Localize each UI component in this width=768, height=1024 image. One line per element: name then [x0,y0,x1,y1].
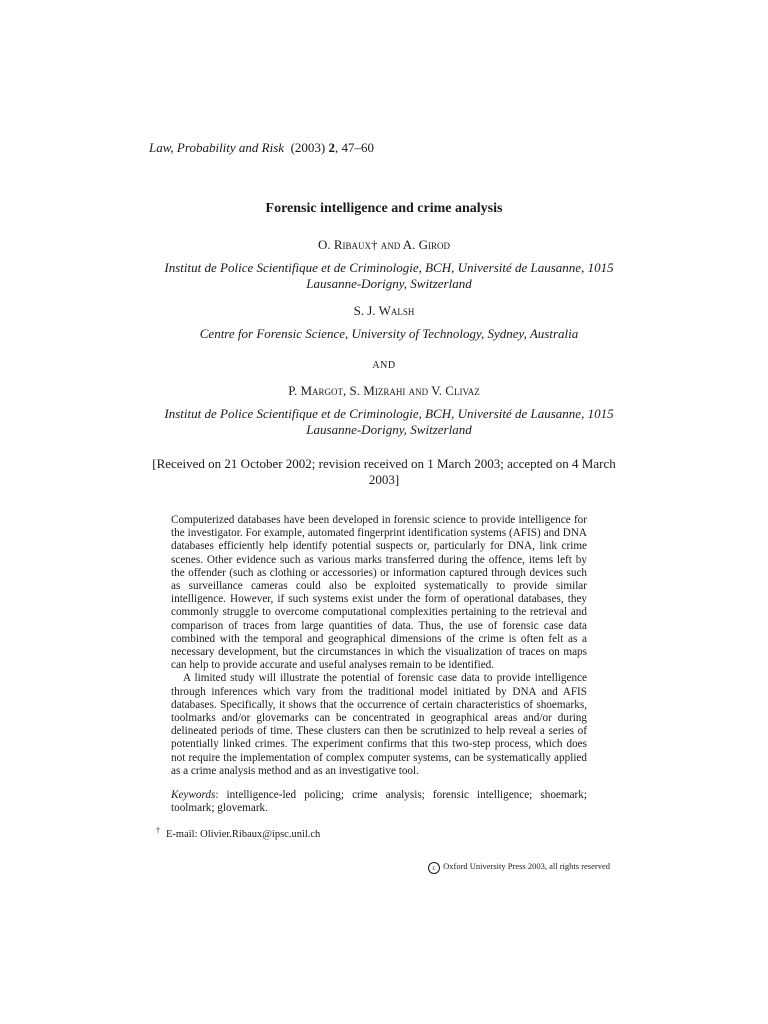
keywords [171,789,587,815]
copyright-notice [350,861,610,874]
affiliation-group-3 [150,406,628,438]
affiliation-line: Lausanne-Dorigny, Switzerland [306,422,472,437]
authors-group-2: S. J. Walsh [353,303,415,318]
and-separator: AND [372,360,396,371]
footnote [156,826,320,840]
affiliation-group-1 [150,260,628,292]
authors-group-1: O. Ribaux† and A. Girod [317,237,451,252]
journal-pages: , 47–60 [334,140,374,155]
affiliation-line: Centre for Forensic Science, University of Technology, Sydney, Australia [199,326,579,341]
footnote-email: E-mail: Olivier.Ribaux@ipsc.unil.ch [166,829,321,840]
copyright-icon: c [428,862,440,874]
affiliation-line: Institut de Police Scientifique et de Criminologie, BCH, Université de Lausanne, 1015 [164,260,614,275]
journal-year: (2003) [290,140,326,155]
copyright-text: Oxford University Press 2003, all rights reserved [443,861,610,871]
journal-name: Law, Probability and Risk [149,140,285,155]
abstract [171,514,587,778]
journal-volume: 2 [328,140,335,155]
abstract-paragraph: Computerized databases have been developed in forensic science to provide intelligence for the investigator. For example, automated fingerprint identification systems (AFIS) and DNA databases efficiently help identify potential suspects or, particularly for DNA, link crime scenes. Other evidence such as various marks transferred during the offence, items left by the offender (such as clothing or accessories) or information captured through devices such as surveillance cameras could also be exploited systematically to provide similar intelligence. However, if such systems exist under the form of operational databases, they commonly struggle to overcome computational complexities pertaining to the retrieval and comparison of traces from large quantities of data. Thus, the use of forensic case data combined with the temporal and geographical dimensions of the crime is often felt as a necessary development, but the circumstances in which the visualization of traces on maps can help to provide accurate and useful analyses remain to be identified. [171,514,587,672]
journal-citation [149,140,374,156]
authors-group-3: P. Margot, S. Mizrahi and V. Clivaz [288,383,480,398]
affiliation-line: Institut de Police Scientifique et de Criminologie, BCH, Université de Lausanne, 1015 [164,406,614,421]
abstract-paragraph: A limited study will illustrate the potential of forensic case data to provide intelligence through inferences which vary from the traditional model initiated by DNA and AFIS databases. Specifically, it shows that the occurrence of certain characteristics of shoemarks, toolmarks and/or glovemarks can be concentrated in geographical areas and/or during delineated periods of time. These clusters can then be scrutinized to help reveal a series of potentially linked crimes. The experiment confirms that this two-step process, which does not require the implementation of complex computer systems, can be systematically applied as a crime analysis method and as an investigative tool. [171,672,587,777]
keywords-text: : intelligence-led policing; crime analysis; forensic intelligence; shoemark; toolmark; glovemark. [171,789,587,815]
affiliation-line: Lausanne-Dorigny, Switzerland [306,276,472,291]
footnote-mark: † [156,826,160,835]
affiliation-group-2 [150,326,628,342]
paper-title: Forensic intelligence and crime analysis [265,201,503,216]
received-dates: [Received on 21 October 2002; revision received on 1 March 2003; accepted on 4 March 2003] [152,456,616,487]
keywords-label: Keywords [171,789,216,801]
